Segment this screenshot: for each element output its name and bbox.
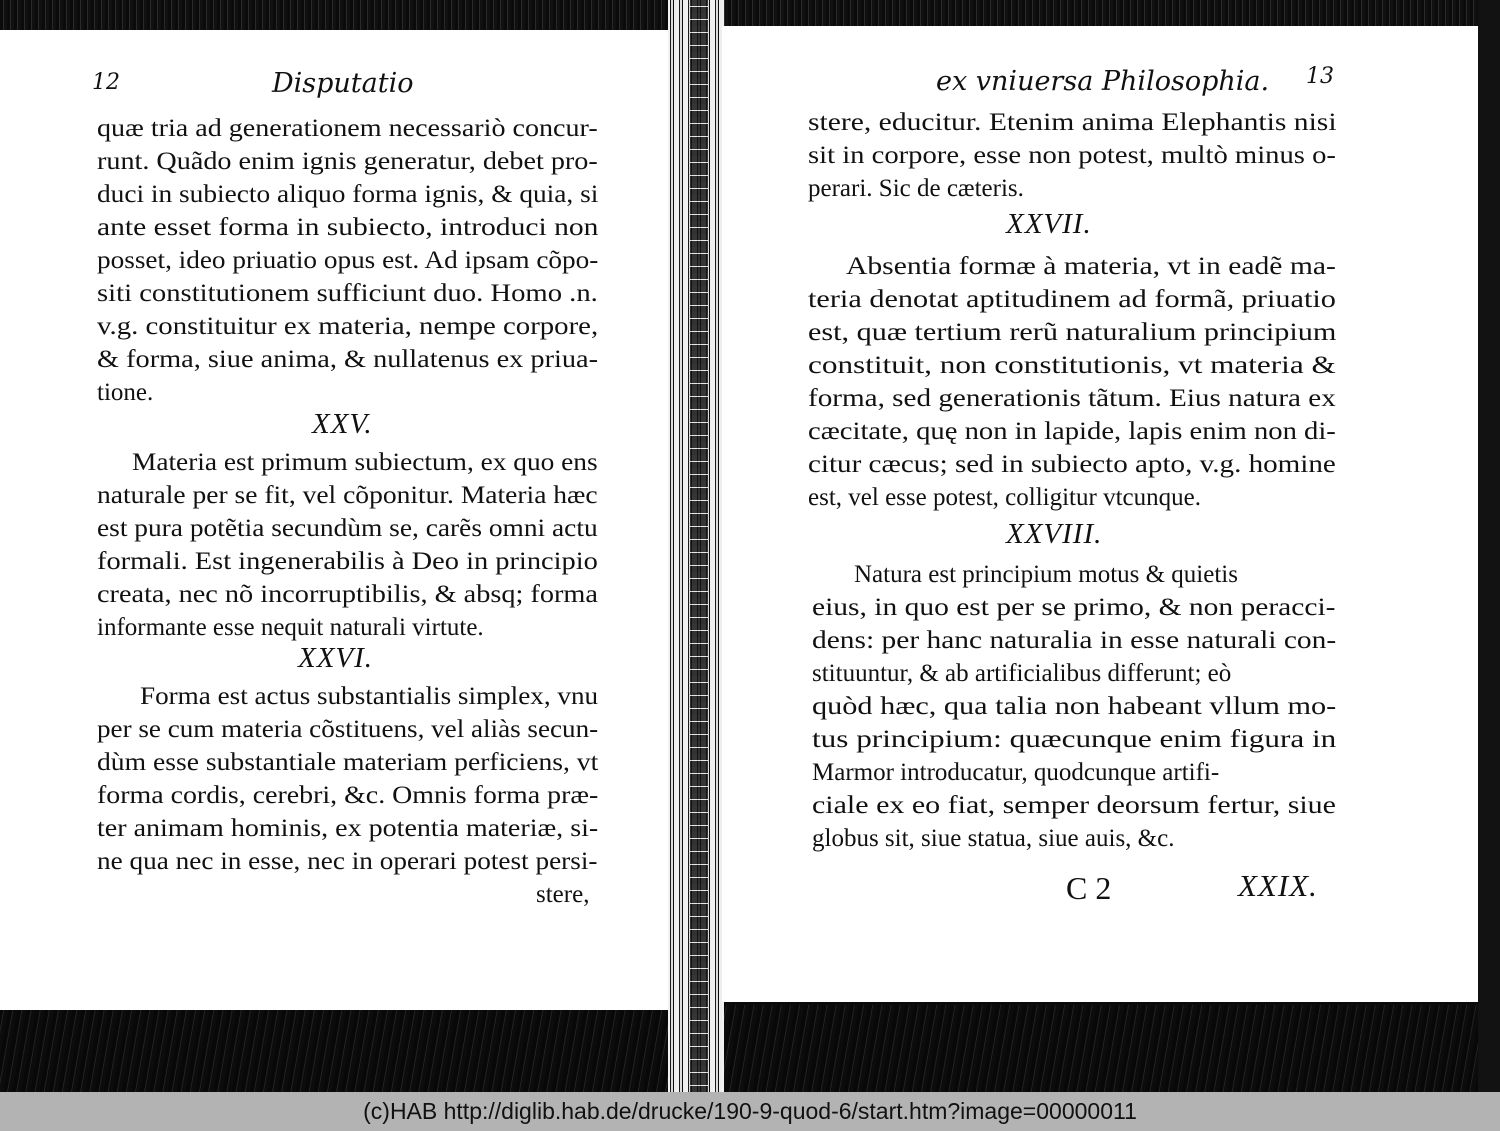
section-heading: XXV. bbox=[312, 408, 373, 440]
text-line: est, quæ tertium rerũ naturalium principium bbox=[808, 319, 1337, 346]
text-line: sit in corpore, esse non potest, multò minus o- bbox=[808, 142, 1336, 169]
text-line: globus sit, siue statua, siue auis, &c. bbox=[812, 825, 1175, 852]
text-line: dens: per hanc naturalia in esse naturali con- bbox=[812, 627, 1337, 654]
text-line: creata, nec nõ incorruptibilis, & absq; forma bbox=[97, 581, 598, 608]
scan-right-edge bbox=[1478, 0, 1500, 1092]
text-line: naturale per se fit, vel cõponitur. Materia hæc bbox=[97, 482, 598, 509]
text-line: est pura potẽtia secundùm se, carẽs omni actu bbox=[97, 515, 598, 542]
text-line: informante esse nequit naturali virtute. bbox=[97, 614, 484, 641]
text-line: siti constitutionem sufficiunt duo. Homo .n. bbox=[97, 280, 598, 307]
footer-copyright-url: (c)HAB http://diglib.hab.de/drucke/190-9-quod-6/start.htm?image=00000011 bbox=[363, 1098, 1137, 1124]
text-line: per se cum materia cõstituens, vel aliàs secun- bbox=[97, 716, 599, 743]
text-line: ciale ex eo fiat, semper deorsum fertur, siue bbox=[812, 792, 1336, 819]
text-line: forma, sed generationis tãtum. Eius natura ex bbox=[808, 385, 1336, 412]
section-heading: XXVIII. bbox=[1006, 518, 1103, 550]
text-line: ne qua nec in esse, nec in operari potest persi- bbox=[97, 848, 598, 875]
text-line: dùm esse substantiale materiam perficiens, vt bbox=[97, 749, 599, 776]
right-running-head: ex vniuersa Philosophia. bbox=[936, 66, 1270, 97]
section-heading: XXVI. bbox=[298, 642, 374, 674]
text-line: ter animam hominis, ex potentia materiæ, si- bbox=[97, 815, 599, 842]
text-line: Natura est principium motus & quietis bbox=[854, 561, 1238, 588]
text-line: tione. bbox=[97, 379, 154, 406]
text-line: & forma, siue anima, & nullatenus ex priua- bbox=[97, 346, 599, 373]
text-line: tus principium: quæcunque enim figura in bbox=[812, 726, 1337, 753]
text-line: perari. Sic de cæteris. bbox=[808, 175, 1024, 202]
text-line: Forma est actus substantialis simplex, vnu bbox=[140, 683, 599, 710]
text-line: Marmor introducatur, quodcunque artifi- bbox=[812, 759, 1220, 786]
text-line: forma cordis, cerebri, &c. Omnis forma præ- bbox=[97, 782, 599, 809]
section-heading: XXVII. bbox=[1006, 208, 1092, 240]
text-line: posset, ideo priuatio opus est. Ad ipsam cõpo- bbox=[97, 247, 599, 274]
text-line: duci in subiecto aliquo forma ignis, & quia, si bbox=[97, 181, 599, 208]
left-page-number: 12 bbox=[92, 70, 120, 95]
catchword: stere, bbox=[536, 881, 590, 908]
text-line: eius, in quo est per se primo, & non peracci- bbox=[812, 594, 1336, 621]
book-spine bbox=[690, 0, 708, 1092]
text-line: quòd hæc, qua talia non habeant vllum mo- bbox=[812, 693, 1337, 720]
text-line: runt. Quãdo enim ignis generatur, debet pro- bbox=[97, 148, 598, 175]
footer-bar bbox=[0, 1092, 1500, 1131]
text-line: ante esset forma in subiecto, introduci non bbox=[97, 214, 599, 241]
left-running-head: Disputatio bbox=[272, 68, 414, 99]
text-line: v.g. constituitur ex materia, nempe corpore, bbox=[97, 313, 599, 340]
scan-bottom-edge bbox=[0, 1005, 1500, 1092]
text-line: cæcitate, quę non in lapide, lapis enim non di- bbox=[808, 418, 1336, 445]
text-line: quæ tria ad generationem necessariò concur- bbox=[97, 115, 598, 142]
text-line: Materia est primum subiectum, ex quo ens bbox=[132, 449, 598, 476]
text-line: stere, educitur. Etenim anima Elephantis nisi bbox=[808, 109, 1337, 136]
right-page-number: 13 bbox=[1306, 64, 1334, 89]
text-line: Absentia formæ à materia, vt in eadẽ ma- bbox=[846, 253, 1336, 280]
text-line: stituuntur, & ab artificialibus differunt; eò bbox=[812, 660, 1232, 687]
text-line: citur cæcus; sed in subiecto apto, v.g. homine bbox=[808, 451, 1336, 478]
text-line: constituit, non constitutionis, vt materia & bbox=[808, 352, 1336, 379]
text-line: est, vel esse potest, colligitur vtcunque. bbox=[808, 484, 1201, 511]
right-page bbox=[722, 26, 1478, 1002]
text-line: formali. Est ingenerabilis à Deo in principio bbox=[97, 548, 598, 575]
signature-mark: C 2 bbox=[1066, 870, 1112, 906]
left-page bbox=[0, 30, 670, 1010]
text-line: teria denotat aptitudinem ad formã, priuatio bbox=[808, 286, 1336, 313]
catchword: XXIX. bbox=[1238, 868, 1318, 903]
